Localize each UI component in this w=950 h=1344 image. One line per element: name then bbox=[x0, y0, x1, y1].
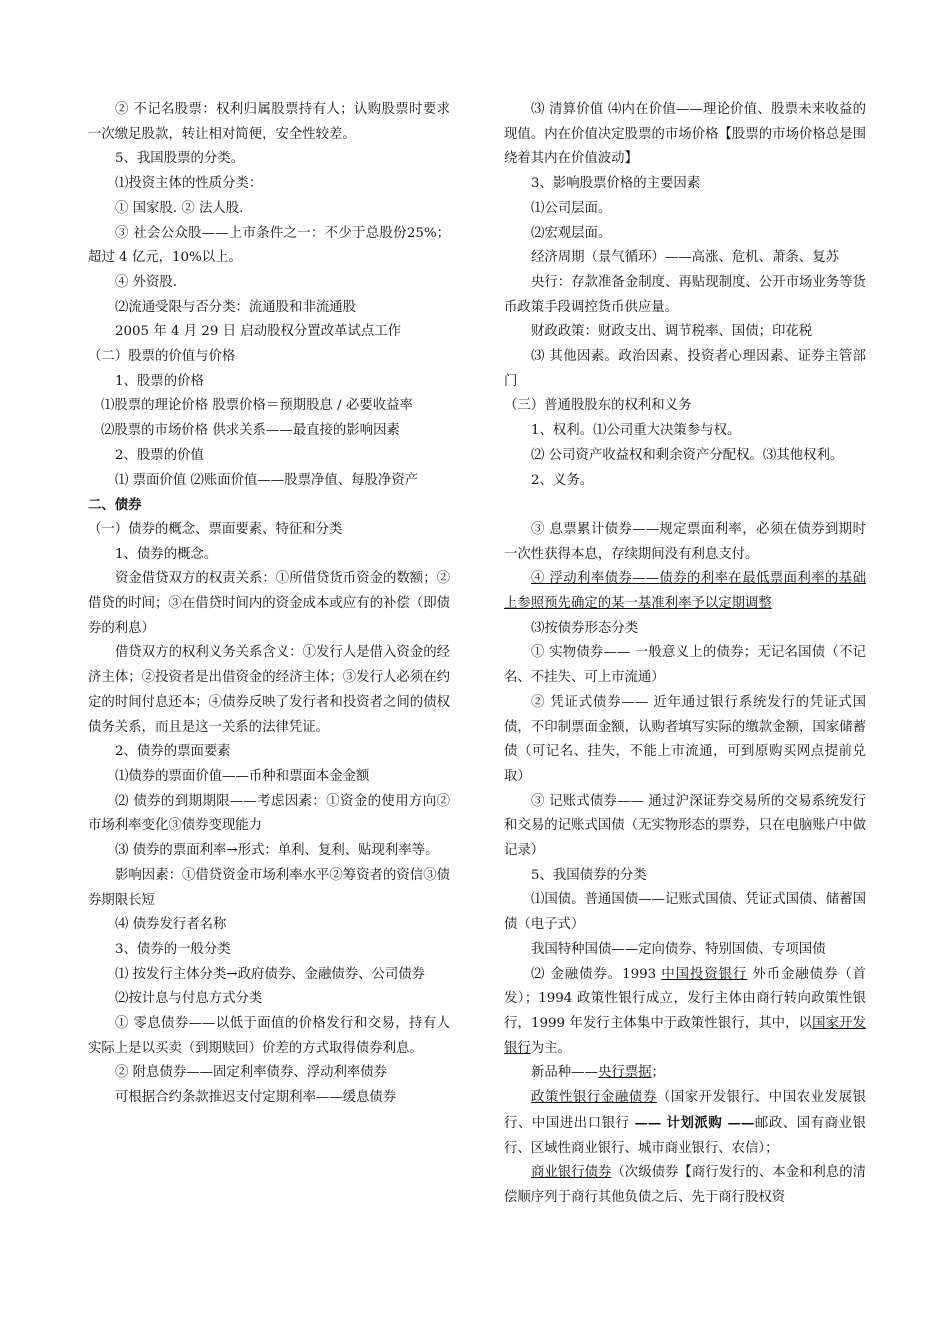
paragraph: 央行：存款准备金制度、再贴现制度、公开市场业务等货币政策手段调控货币供应量。 bbox=[504, 274, 866, 315]
paragraph: ① 零息债券——以低于面值的价格发行和交易，持有人实际上是以买卖（到期赎回）价差的方式取得债券利息。 bbox=[88, 1016, 450, 1056]
paragraph: ② 附息债券——固定利率债券、浮动利率债券 bbox=[115, 1065, 388, 1081]
text-run: 邮政、国有商业银行、区域性商业银行、城市商业银行、农信）； bbox=[504, 1115, 866, 1156]
text-run: ； bbox=[651, 1065, 665, 1081]
paragraph: ⑶ 其他因素。政治因素、投资者心理因素、证券主管部门 bbox=[504, 349, 866, 389]
paragraph: 财政政策：财政支出、调节税率、国债；印花税 bbox=[531, 324, 813, 340]
chapter-heading: 二、债券 bbox=[88, 497, 142, 514]
paragraph: ⑴投资主体的性质分类： bbox=[115, 176, 263, 192]
underlined-term: 国家开发银行 bbox=[504, 1016, 867, 1056]
paragraph: ⑵流通受限与否分类：流通股和非流通股 bbox=[115, 299, 357, 315]
left-column bbox=[88, 98, 450, 1111]
paragraph: ③ 息票累计债券——规定票面利率，必须在债券到期时一次性获得本息，存续期间没有利息支付。 bbox=[504, 521, 866, 562]
paragraph: 可根据合约条款推迟支付定期利率——缓息债券 bbox=[115, 1090, 397, 1106]
section-heading: （二）股票的价值与价格 bbox=[88, 349, 236, 365]
paragraph: ④ 外资股. bbox=[115, 274, 178, 290]
section-heading: （三）普通股股东的权利和义务 bbox=[504, 398, 692, 414]
paragraph-underlined: ④ 浮动利率债券——债券的利率在最低票面利率的基础上参照预先确定的某一基准利率予以定期调整 bbox=[504, 571, 866, 612]
paragraph: 1、权利。⑴公司重大决策参与权。 bbox=[531, 423, 741, 439]
paragraph: 经济周期（景气循环）——高涨、危机、萧条、复苏 bbox=[531, 250, 839, 266]
paragraph: 5、我国债券的分类 bbox=[531, 867, 647, 883]
paragraph: ⑵ 公司资产收益权和剩余资产分配权。⑶其他权利。 bbox=[531, 447, 844, 463]
paragraph: ① 实物债券—— 一般意义上的债券；无记名国债（不记名、不挂失、可上市流通） bbox=[504, 645, 866, 686]
paragraph: 影响因素：①借贷资金市场利率水平②筹资者的资信③债券期限长短 bbox=[88, 867, 450, 908]
paragraph: 借贷双方的权利义务关系含义：①发行人是借入资金的经济主体；②投资者是出借资金的经济主体；③发行人必须在约定的时间付息还本；④债券反映了发行者和投资者之间的债权债务关系，而且是这一关系的法律凭证。 bbox=[88, 645, 450, 735]
right-column bbox=[504, 98, 866, 1211]
underlined-term: 商业银行债券 bbox=[531, 1165, 612, 1181]
paragraph bbox=[504, 1161, 866, 1210]
paragraph: ⑵ 债券的到期期限——考虑因素：①资金的使用方向②市场利率变化③债券变现能力 bbox=[88, 793, 450, 834]
underlined-term: 中国投资银行 bbox=[661, 966, 748, 982]
text-run: ⑵ 金融债券。1993 bbox=[531, 966, 662, 982]
paragraph: 3、债券的一般分类 bbox=[115, 941, 231, 957]
blank-line bbox=[504, 493, 866, 518]
paragraph bbox=[504, 963, 866, 1062]
paragraph: 1、股票的价格 bbox=[115, 373, 204, 389]
paragraph: ③ 社会公众股——上市条件之一：不少于总股份25%；超过 4 亿元，10%以上。 bbox=[88, 225, 450, 266]
paragraph: ⑴股票的理论价格 股票价格＝预期股息 / 必要收益率 bbox=[101, 398, 413, 414]
paragraph: 我国特种国债——定向债券、特别国债、专项国债 bbox=[531, 941, 826, 957]
paragraph: 资金借贷双方的权责关系：①所借贷货币资金的数额；②借贷的时间；③在借贷时间内的资金成本或应有的补偿（即债券的利息） bbox=[88, 571, 450, 636]
underlined-term: 政策性银行金融债券 bbox=[531, 1090, 657, 1106]
text-run: 外币金融债券（首发）；1994 政策性银行成立，发行主体由商行转向政策性银行，1999 年发行主体集中于政策性银行，其中，以 bbox=[504, 966, 866, 1031]
paragraph: 1、债券的概念。 bbox=[115, 546, 218, 562]
paragraph: ② 凭证式债券—— 近年通过银行系统发行的凭证式国债，不印制票面金额，认购者填写实际的缴款金额，国家储蓄债（可记名、挂失，不能上市流通，可到原购买网点提前兑取） bbox=[504, 694, 866, 784]
paragraph: ③ 记账式债券—— 通过沪深证券交易所的交易系统发行和交易的记账式国债（无实物形态的票券，只在电脑账户中做记录） bbox=[504, 793, 866, 859]
paragraph: ⑷ 债券发行者名称 bbox=[115, 917, 227, 933]
paragraph: 2、债券的票面要素 bbox=[115, 744, 231, 760]
paragraph: ① 国家股. ② 法人股. bbox=[115, 200, 244, 216]
paragraph: ⑴ 按发行主体分类→政府债券、金融债券、公司债券 bbox=[115, 966, 426, 982]
paragraph: 3、影响股票价格的主要因素 bbox=[531, 176, 701, 192]
paragraph: ⑴国债。普通国债——记账式国债、凭证式国债、储蓄国债（电子式） bbox=[504, 892, 866, 933]
paragraph: ② 不记名股票：权利归属股票持有人；认购股票时要求一次缴足股款，转让相对简便，安全性较差。 bbox=[88, 102, 450, 142]
section-heading: （一）债券的概念、票面要素、特征和分类 bbox=[88, 521, 343, 537]
paragraph: 2、股票的价值 bbox=[115, 447, 204, 463]
paragraph: ⑵股票的市场价格 供求关系——最直接的影响因素 bbox=[101, 423, 400, 439]
paragraph: ⑴ 票面价值 ⑵账面价值——股票净值、每股净资产 bbox=[115, 472, 419, 488]
text-run: （次级债券【商行发行的、本金和利息的清偿顺序列于商行其他负债之后、先于商行股权资 bbox=[504, 1165, 867, 1205]
paragraph bbox=[504, 1086, 866, 1161]
bold-term: —— 计划派购 —— bbox=[634, 1114, 755, 1131]
paragraph: ⑴公司层面。 bbox=[531, 200, 612, 216]
text-run: （国家开发银行、中国农业发展银行、中国进出口银行 bbox=[504, 1090, 867, 1131]
paragraph: ⑶ 清算价值 ⑷内在价值——理论价值、股票未来收益的现值。内在价值决定股票的市场价格【股票的市场价格总是围绕着其内在价值波动】 bbox=[504, 102, 866, 167]
paragraph: ⑶ 债券的票面利率→形式：单利、复利、贴现利率等。 bbox=[115, 843, 439, 859]
paragraph: ⑶按债券形态分类 bbox=[531, 620, 639, 636]
text-run: 为主。 bbox=[530, 1040, 571, 1056]
paragraph: ⑵按计息与付息方式分类 bbox=[115, 991, 263, 1007]
paragraph: 2、义务。 bbox=[531, 472, 594, 488]
underlined-term: 央行票据 bbox=[597, 1065, 652, 1081]
paragraph bbox=[504, 1061, 866, 1086]
text-run: 新品种—— bbox=[531, 1065, 598, 1081]
paragraph: 5、我国股票的分类。 bbox=[115, 151, 245, 167]
paragraph: ⑵宏观层面。 bbox=[531, 225, 612, 241]
paragraph: 2005 年 4 月 29 日 启动股权分置改革试点工作 bbox=[115, 324, 402, 340]
paragraph: ⑴债券的票面价值——币种和票面本金金额 bbox=[115, 768, 370, 784]
